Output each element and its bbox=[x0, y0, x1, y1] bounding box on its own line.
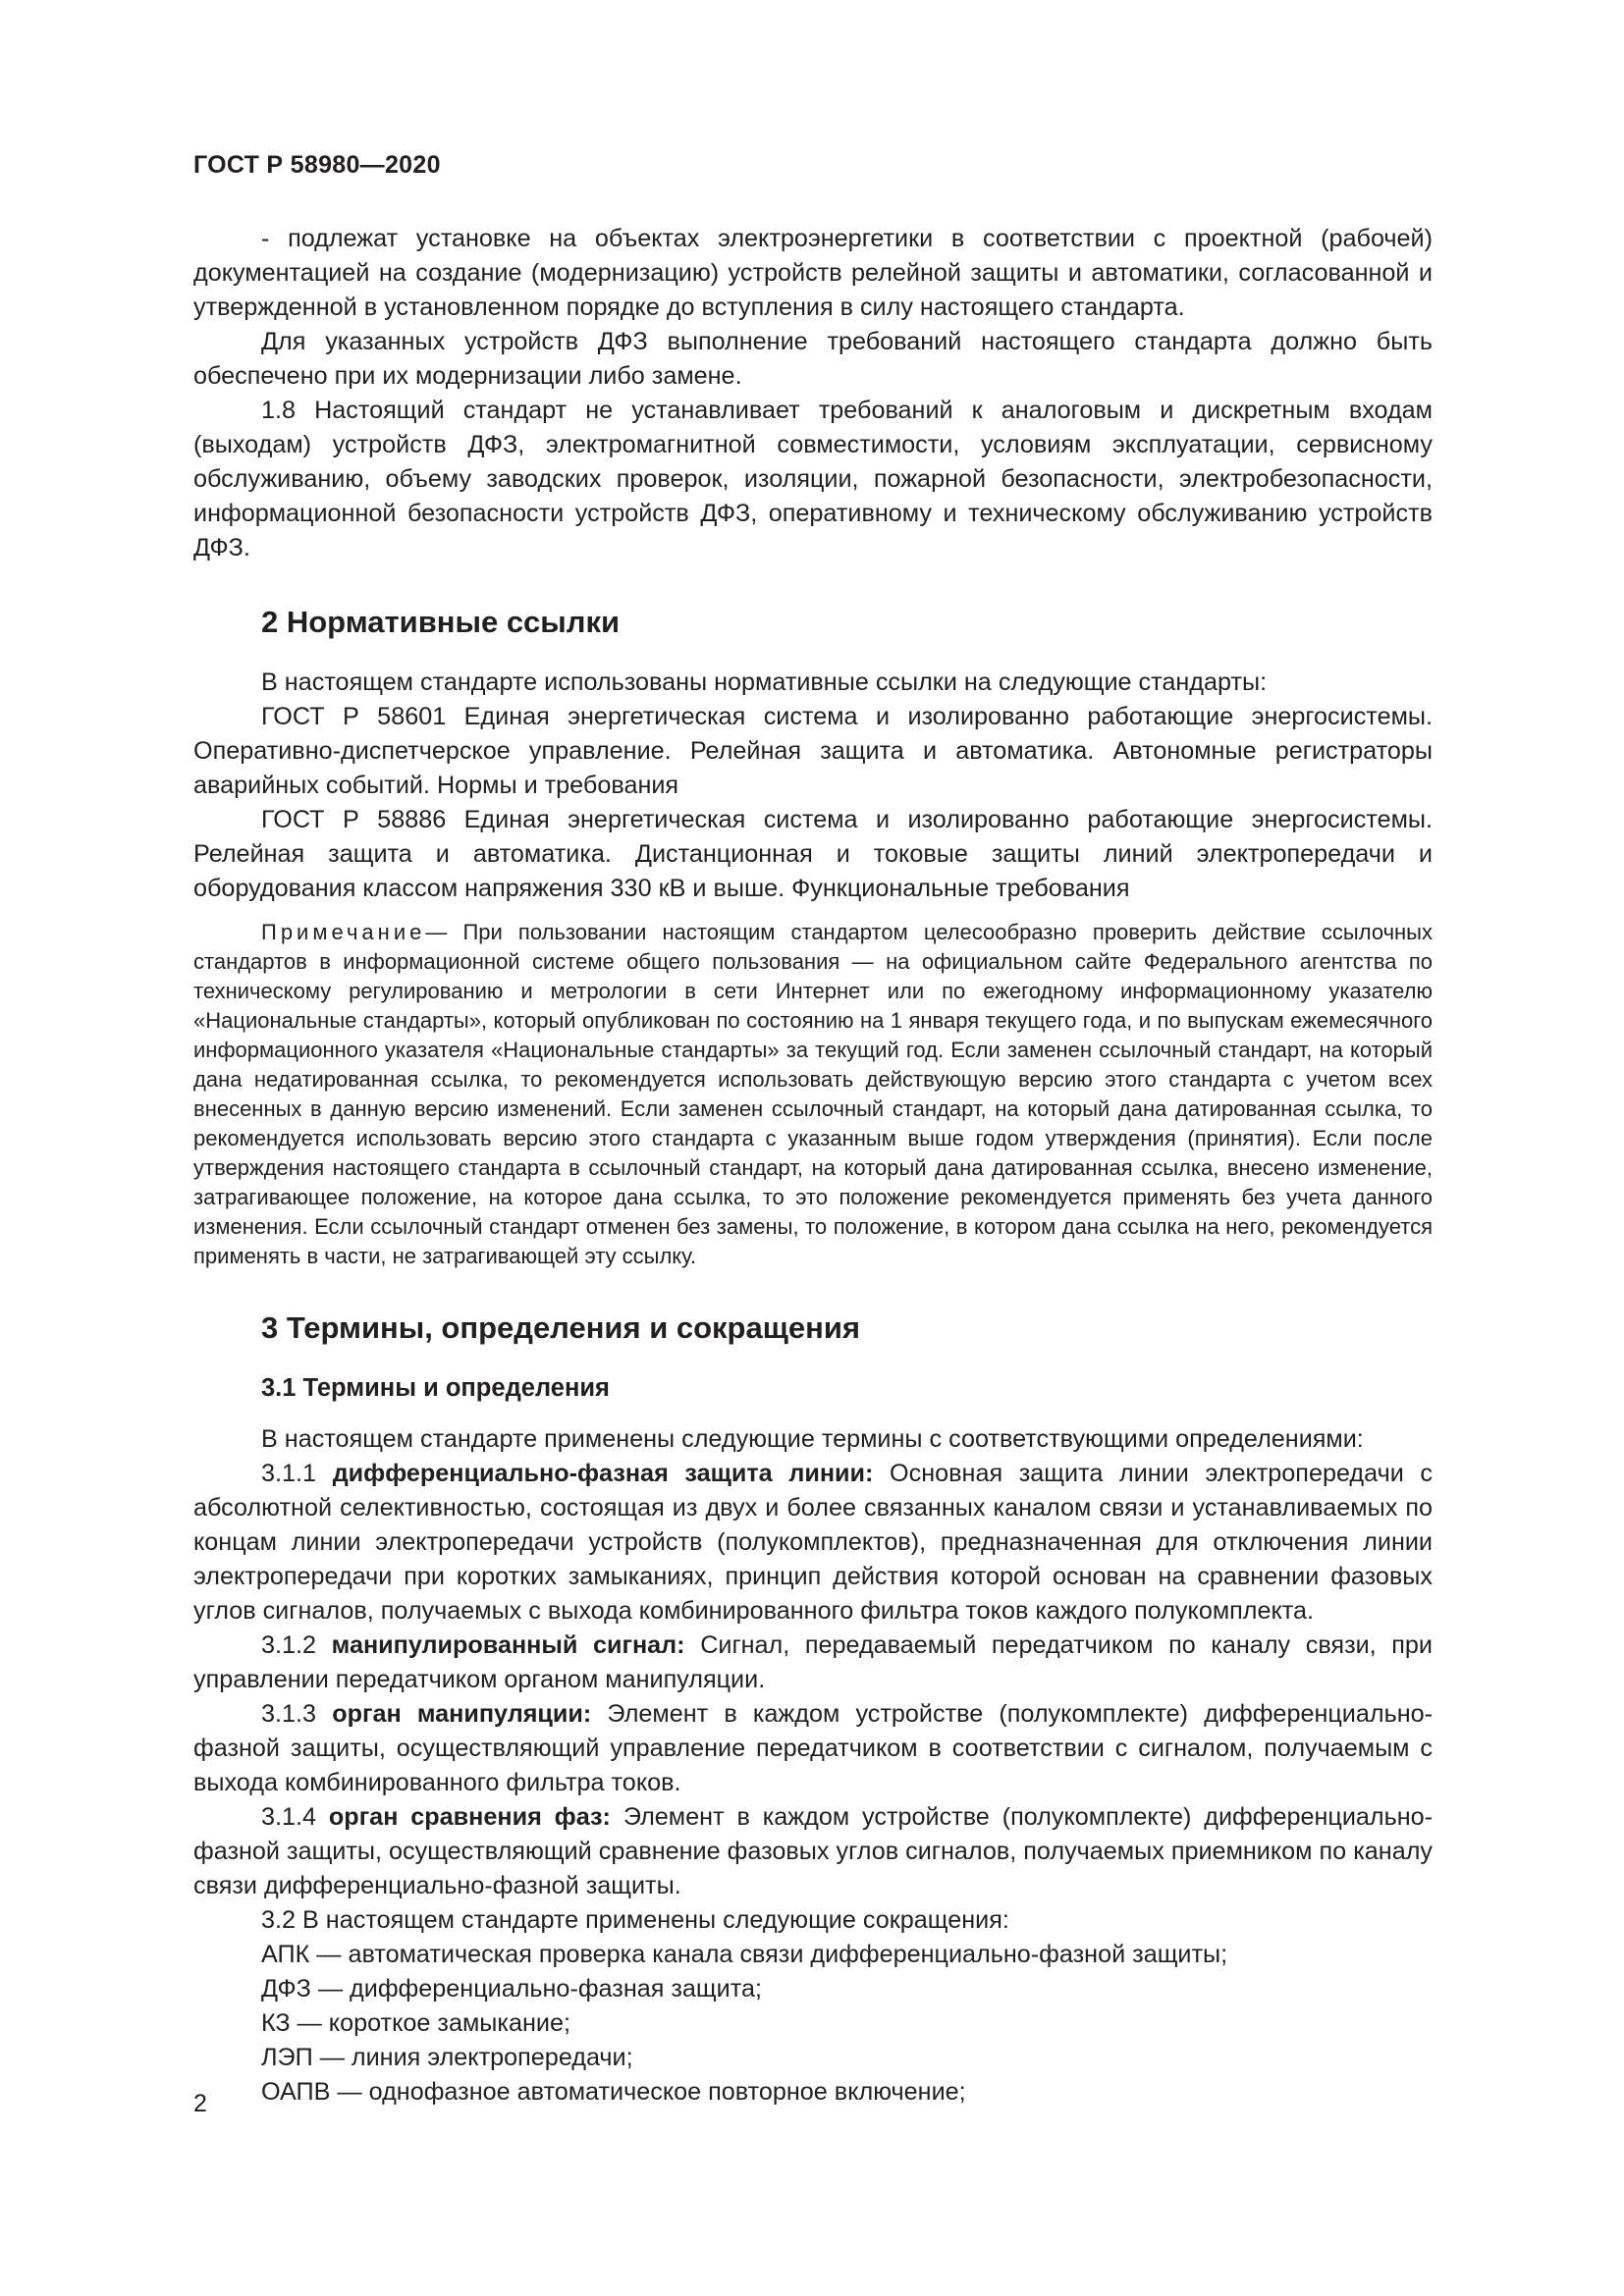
document-code-header: ГОСТ Р 58980—2020 bbox=[193, 151, 441, 179]
terms-intro: В настоящем стандарте применены следующие термины с соответствующими определениями: bbox=[261, 1425, 1364, 1453]
reference-gost-58886: ГОСТ Р 58886 Единая энергетическая система и изолированно работающие энергосистемы. Релейная защита и автоматика. Дистанционная и токовые защиты линий электропередачи и оборудования классом напряжения 330 кВ и выше. Функциональные требования bbox=[193, 806, 1433, 902]
page-number: 2 bbox=[193, 2090, 207, 2117]
intro-paragraph-2: Для указанных устройств ДФЗ выполнение требований настоящего стандарта должно быть обеспечено при их модернизации либо замене. bbox=[193, 328, 1433, 390]
references-note bbox=[193, 918, 1433, 1271]
abbreviation-item: ДФЗ — дифференциально-фазная защита; bbox=[261, 1975, 762, 2002]
section-2-intro: В настоящем стандарте использованы нормативные ссылки на следующие стандарты: bbox=[261, 668, 1268, 696]
term-definition: Элемент в каждом устройстве (полукомплекте) дифференциально-фазной защиты, осуществляющий управление передатчиком в соответствии с сигналом, получаемым с выхода комбинированного фильтра токов. bbox=[193, 1700, 1433, 1796]
term-number: 3.1.1 bbox=[261, 1460, 317, 1487]
term-3-1-2 bbox=[193, 1629, 1433, 1697]
term-number: 3.1.2 bbox=[261, 1631, 317, 1659]
term-title: орган манипуляции: bbox=[332, 1700, 592, 1728]
section-2-heading: 2 Нормативные ссылки bbox=[261, 605, 621, 639]
clause-1-8: 1.8 Настоящий стандарт не устанавливает требований к аналоговым и дискретным входам (выходам) устройств ДФЗ, электромагнитной совместимости, условиям эксплуатации, сервисному обслуживанию, объему заводских проверок, изоляции, пожарной безопасности, электробезопасности, информационной безопасности устройств ДФЗ, оперативному и техническому обслуживанию устройств ДФЗ. bbox=[193, 397, 1433, 561]
term-3-1-3 bbox=[193, 1697, 1433, 1800]
term-definition: Сигнал, передаваемый передатчиком по каналу связи, при управлении передатчиком органом манипуляции. bbox=[193, 1631, 1434, 1693]
abbreviations-intro: 3.2 В настоящем стандарте применены следующие сокращения: bbox=[261, 1906, 1009, 1934]
abbreviation-item: АПК — автоматическая проверка канала связи дифференциально-фазной защиты; bbox=[261, 1941, 1228, 1968]
abbreviation-item: КЗ — короткое замыкание; bbox=[261, 2009, 570, 2037]
reference-gost-58601: ГОСТ Р 58601 Единая энергетическая система и изолированно работающие энергосистемы. Оперативно-диспетчерское управление. Релейная защита и автоматика. Автономные регистраторы аварийных событий. Нормы и требования bbox=[193, 703, 1433, 799]
page-content bbox=[193, 222, 1433, 2109]
term-title: орган сравнения фаз: bbox=[328, 1803, 611, 1831]
note-label: Примечание bbox=[261, 920, 426, 944]
section-3-1-heading: 3.1 Термины и определения bbox=[261, 1374, 610, 1402]
term-number: 3.1.3 bbox=[261, 1700, 317, 1728]
abbreviation-item: ОАПВ — однофазное автоматическое повторное включение; bbox=[261, 2078, 966, 2106]
section-3-heading: 3 Термины, определения и сокращения bbox=[261, 1310, 860, 1345]
intro-paragraph-1: - подлежат установке на объектах электроэнергетики в соответствии с проектной (рабочей) документацией на создание (модернизацию) устройств релейной защиты и автоматики, согласованной и утвержденной в установленном порядке до вступления в силу настоящего стандарта. bbox=[193, 225, 1433, 321]
term-definition: Элемент в каждом устройстве (полукомплекте) дифференциально-фазной защиты, осуществляющий сравнение фазовых углов сигналов, получаемых приемником по каналу связи дифференциально-фазной защиты. bbox=[193, 1803, 1434, 1899]
abbreviation-item: ЛЭП — линия электропередачи; bbox=[261, 2044, 633, 2071]
term-3-1-4 bbox=[193, 1800, 1433, 1903]
term-title: манипулированный сигнал: bbox=[331, 1631, 685, 1659]
term-3-1-1 bbox=[193, 1457, 1433, 1629]
term-number: 3.1.4 bbox=[261, 1803, 317, 1831]
term-title: дифференциально-фазная защита линии: bbox=[332, 1460, 874, 1487]
note-text: — При пользовании настоящим стандартом целесообразно проверить действие ссылочных стандартов в информационной системе общего пользования — на официальном сайте Федерального агентства по техническому регулированию и метрологии в сети Интернет или по ежегодному информационному указателю «Национальные стандарты», который опубликован по состоянию на 1 января текущего года, и по выпускам ежемесячного информационного указателя «Национальные стандарты» за текущий год. Если заменен ссылочный стандарт, на который дана недатированная ссылка, то рекомендуется использовать действующую версию этого стандарта с учетом всех внесенных в данную версию изменений. Если заменен ссылочный стандарт, на который дана датированная ссылка, то рекомендуется использовать версию этого стандарта с указанным выше годом утверждения (принятия). Если после утверждения настоящего стандарта в ссылочный стандарт, на который дана датированная ссылка, внесено изменение, затрагивающее положение, на которое дана ссылка, то это положение рекомендуется применять без учета данного изменения. Если ссылочный стандарт отменен без замены, то положение, в котором дана ссылка на него, рекомендуется применять в части, не затрагивающей эту ссылку. bbox=[193, 920, 1433, 1268]
term-definition: Основная защита линии электропередачи с абсолютной селективностью, состоящая из двух и более связанных каналом связи и устанавливаемых по концам линии электропередачи устройств (полукомплектов), предназначенная для отключения линии электропередачи при коротких замыканиях, принцип действия которой основан на сравнении фазовых углов сигналов, получаемых с выхода комбинированного фильтра токов каждого полукомплекта. bbox=[193, 1460, 1434, 1625]
